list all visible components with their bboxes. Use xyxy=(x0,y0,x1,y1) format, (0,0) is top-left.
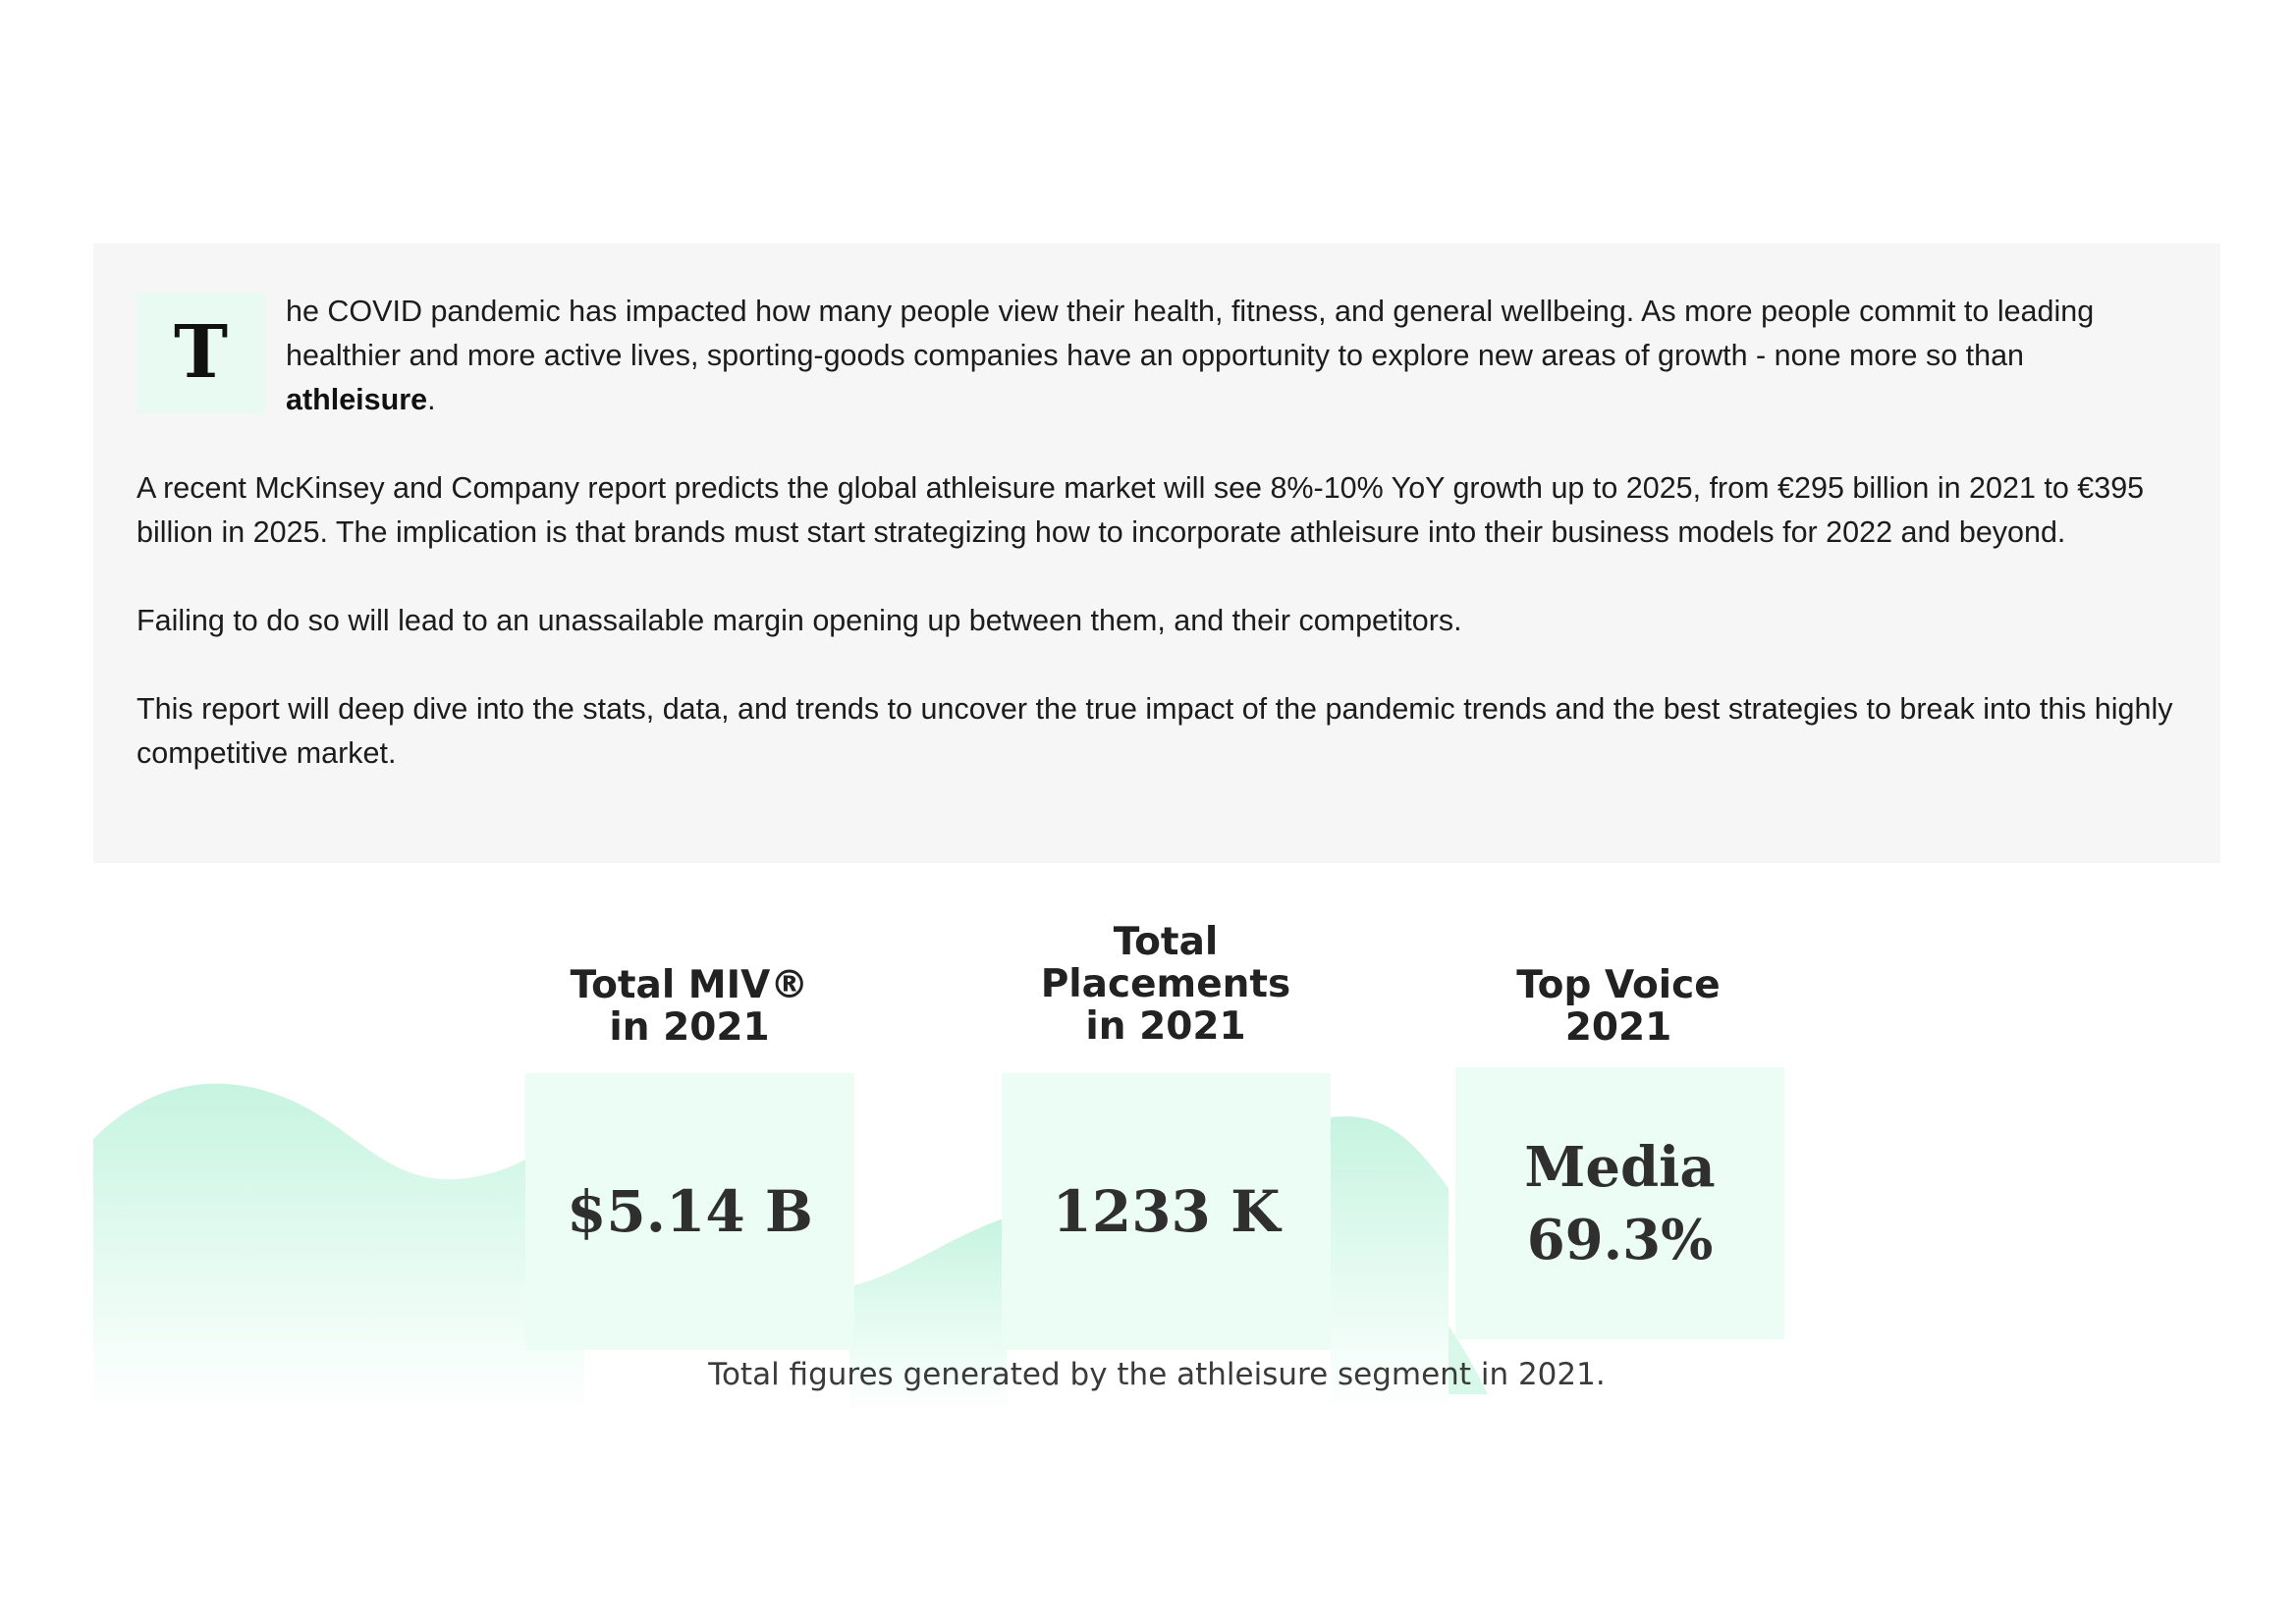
top-voice-value-percent: 69.3% xyxy=(1526,1207,1714,1272)
top-voice-heading-line1: Top Voice xyxy=(1516,963,1721,1007)
intro-paragraph-1-text: he COVID pandemic has impacted how many people view their health, fitness, and general wellbeing. As more people commit to leading healthier and more active lives, sporting-goods companies have an opportunity to explore new areas of growth - none more so than xyxy=(286,295,2095,372)
intro-box xyxy=(93,243,2220,863)
placements-heading-line3: in 2021 xyxy=(1085,1004,1246,1049)
placements-value-box xyxy=(1002,1073,1331,1350)
top-voice-value-label: Media xyxy=(1524,1134,1716,1200)
athleisure-bold-term: athleisure xyxy=(286,383,428,416)
miv-heading-line1: Total MIV® xyxy=(570,963,809,1007)
intro-paragraph-1-end: . xyxy=(427,383,436,416)
miv-heading xyxy=(522,964,856,1049)
intro-paragraph-4: This report will deep dive into the stats, data, and trends to uncover the true impact of the pandemic trends and the best strategies to break into this highly competitive market. xyxy=(137,692,2173,770)
dropcap-letter: T xyxy=(137,292,265,413)
top-voice-heading-line2: 2021 xyxy=(1564,1005,1672,1050)
placements-heading-line2: Placements xyxy=(1040,962,1291,1006)
miv-heading-line2: in 2021 xyxy=(609,1005,770,1050)
placements-value: 1233 K xyxy=(1052,1178,1281,1245)
stats-caption: Total figures generated by the athleisure segment in 2021. xyxy=(708,1357,1606,1392)
stats-section xyxy=(93,864,2220,1414)
top-voice-heading xyxy=(1451,964,1785,1049)
miv-value: $5.14 B xyxy=(567,1178,813,1245)
intro-paragraph-3: Failing to do so will lead to an unassailable margin opening up between them, and their competitors. xyxy=(137,604,1462,637)
placements-heading-line1: Total xyxy=(1113,920,1219,964)
placements-heading xyxy=(999,921,1333,1048)
miv-value-box xyxy=(525,1073,854,1350)
top-voice-value-box xyxy=(1455,1067,1784,1339)
intro-paragraph-1 xyxy=(137,290,2177,422)
intro-paragraph-2: A recent McKinsey and Company report predicts the global athleisure market will see 8%-10% YoY growth up to 2025, from €295 billion in 2021 to €395 billion in 2025. The implication is that brands must start strategizing how to incorporate athleisure into their business models for 2022 and beyond. xyxy=(137,471,2145,549)
